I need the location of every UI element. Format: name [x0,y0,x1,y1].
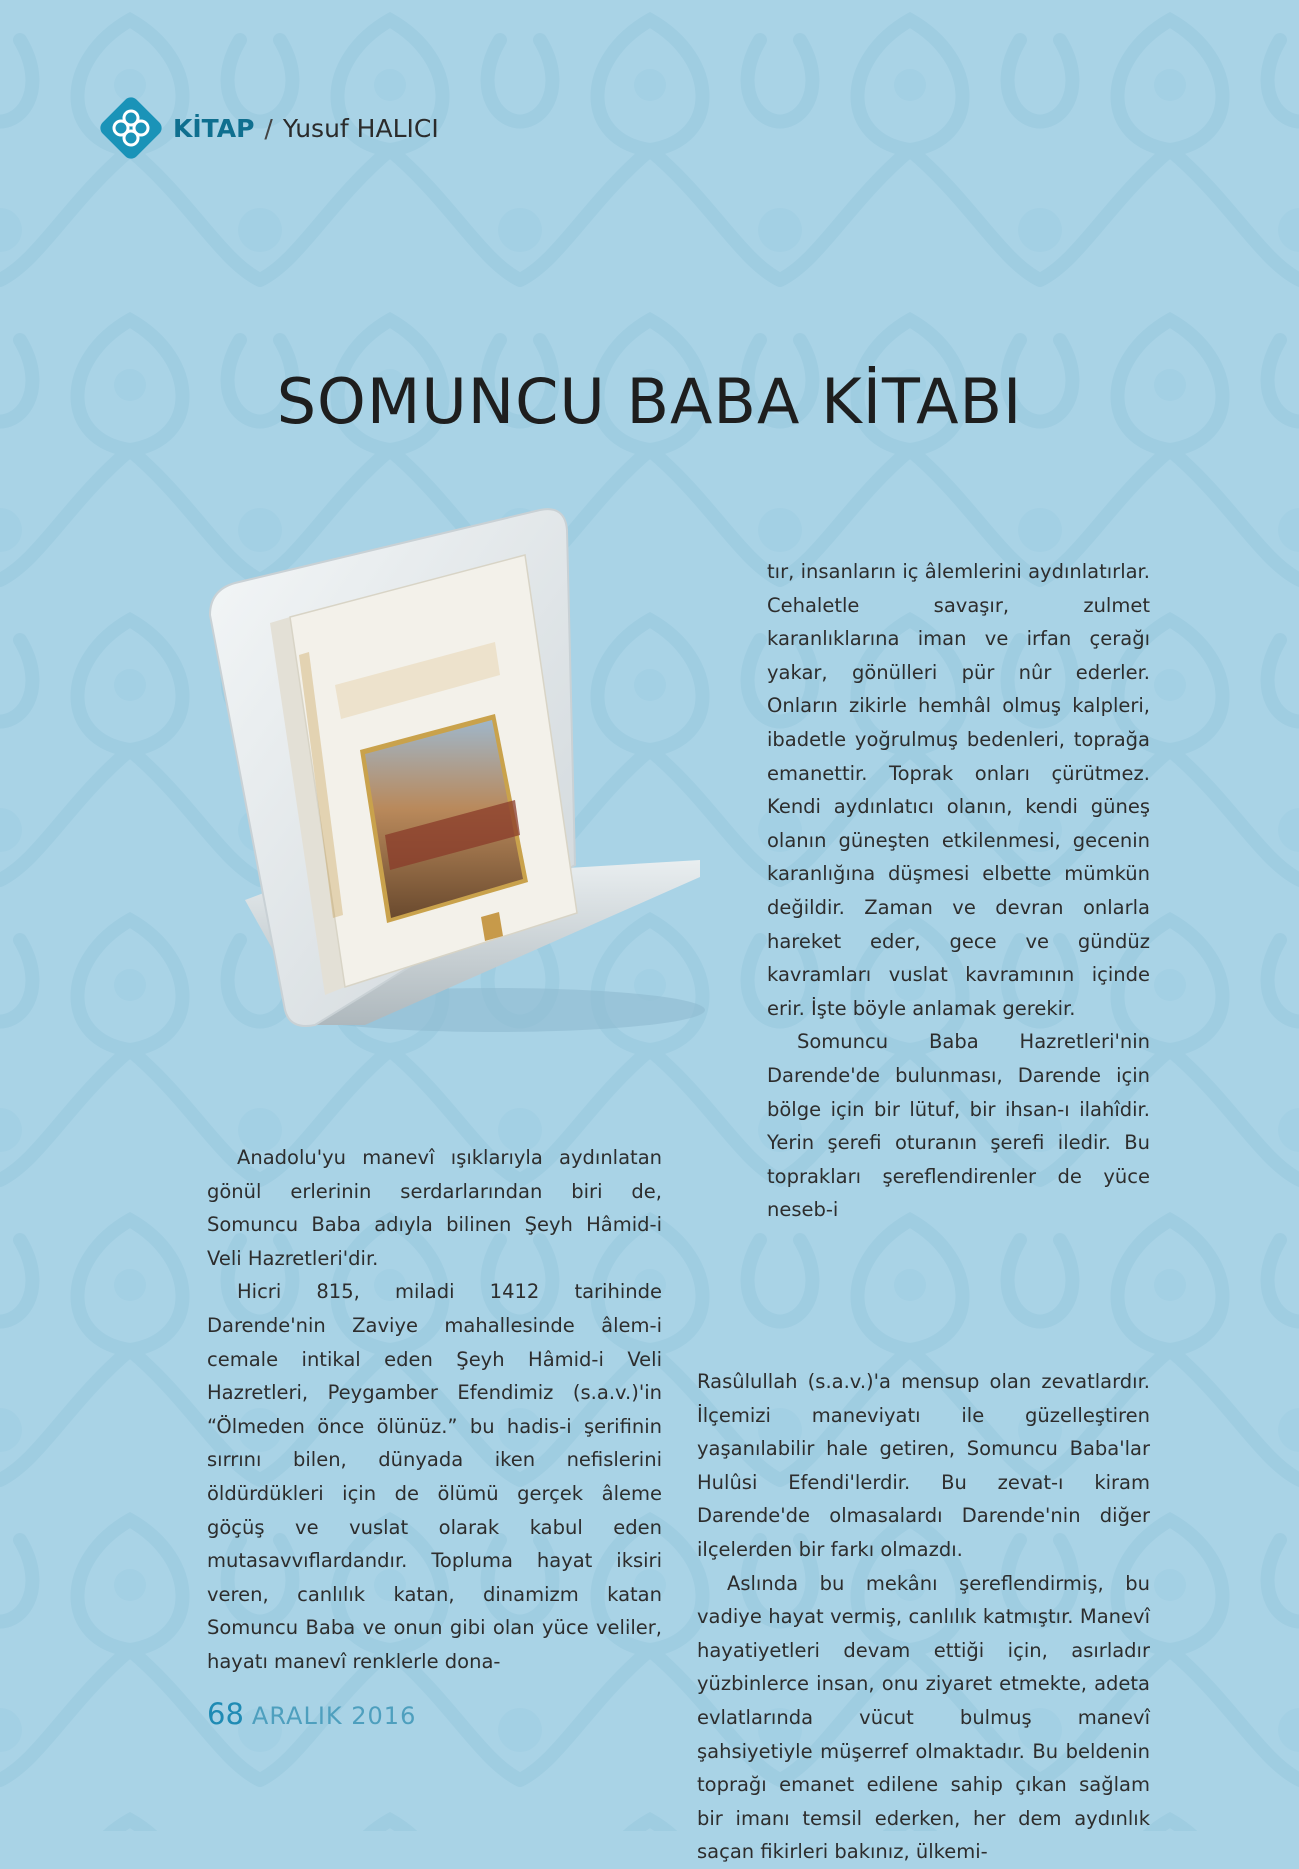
paragraph-4: Somuncu Baba Hazretleri'nin Darende'de bulunması, Darende için bölge için bir lütuf, bir ihsan-ı ilahîdir. Yerin şerefi oturanın şerefi iledir. Bu toprakları şereflendirenler de yüce neseb-i [767,1030,1150,1222]
page-footer [207,1697,416,1731]
header-separator: / [264,113,273,143]
section-label: KİTAP [173,113,255,143]
paragraph-3: tır, insanların iç âlemlerini aydınlatırlar. Cehaletle savaşır, zulmet karanlıklarına iman ve irfan çerağı yakar, gönülleri pür nûr ederler. Onların zikirle hemhâl olmuş kalpleri, ibadetle yoğrulmuş bedenleri, toprağa emanettir. Toprak onları çürütmez. Kendi aydınlatıcı olanın, kendi güneş olanın güneşten etkilenmesi, gecenin karanlığına düşmesi elbette mümkün değildir. Zaman ve devran onlarla hareket eder, gece ve gündüz kavramları vuslat kavramının içinde erir. İşte böyle anlamak gerekir. [767,560,1150,1020]
section-header [97,93,439,163]
author-name: Yusuf HALICI [282,113,439,143]
issue-date: ARALIK 2016 [251,1702,417,1730]
book-on-stand-image [195,505,715,1045]
text-column-left [207,1141,662,1679]
page-number: 68 [207,1697,244,1731]
text-column-right-bottom [697,1365,1150,1869]
paragraph-4-continued: Rasûlullah (s.a.v.)'a mensup olan zevatlardır. İlçemizi maneviyatı ile güzelleştiren yaşanılabilir hale getiren, Somuncu Baba'lar Hulûsi Efendi'lerdir. Bu zevat-ı kiram Darende'de olmasalardı Darende'nin diğer ilçelerden bir farkı olmazdı. [697,1370,1150,1561]
paragraph-2: Hicri 815, miladi 1412 tarihinde Darende'nin Zaviye mahallesinde âlem-i cemale intikal eden Şeyh Hâmid-i Veli Hazretleri, Peygamber Efendimiz (s.a.v.)'in “Ölmeden önce ölünüz.” bu hadis-i şerifinin sırrını bilen, dünyada iken nefislerini öldürdükleri için de ölümü gerçek âleme göçüş ve vuslat olarak kabul eden mutasavvıflardandır. Topluma hayat iksiri veren, canlılık katan, dinamizm katan Somuncu Baba ve onun gibi olan yüce veliler, hayatı manevî renklerle dona- [207,1280,662,1673]
article-title: SOMUNCU BABA KİTABI [276,365,1023,438]
paragraph-1: Anadolu'yu manevî ışıklarıyla aydınlatan gönül erlerinin serdarlarından biri de, Somuncu Baba adıyla bilinen Şeyh Hâmid-i Veli Hazretleri'dir. [207,1146,662,1270]
text-column-right-top [767,555,1150,1227]
ornament-diamond-icon [97,94,165,162]
header-text [173,114,439,143]
paragraph-5: Aslında bu mekânı şereflendirmiş, bu vadiye hayat vermiş, canlılık katmıştır. Manevî hayatiyetleri devam ettiği için, asırladır yüzbinlerce insan, onu ziyaret etmekte, adeta evlatlarında vücut bulmuş manevî şahsiyetiyle müşerref olmaktadır. Bu beldenin toprağı emanet edilene sahip çıkan sağlam bir imanı temsil ederken, her dem aydınlık saçan fikirleri bakınız, ülkemi- [697,1571,1150,1864]
